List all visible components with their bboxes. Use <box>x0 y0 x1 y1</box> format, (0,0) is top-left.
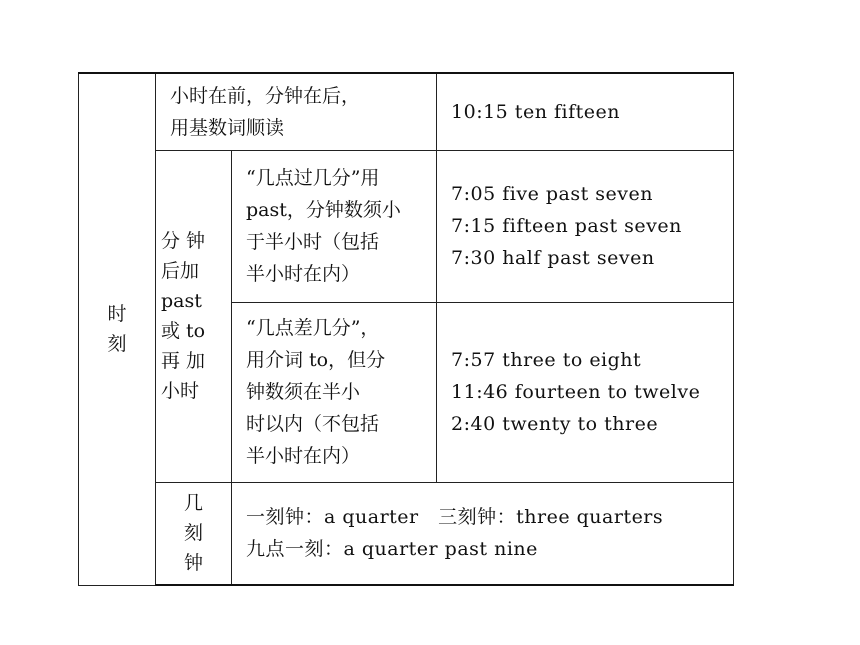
example-line: 7:05 five past seven <box>451 183 653 205</box>
rule-line: 时以内（不包括 <box>246 413 380 435</box>
label-line: past <box>161 290 202 312</box>
past-rule-cell <box>232 150 437 302</box>
time-expression-table <box>78 72 734 586</box>
hour-first-example-cell <box>437 73 734 150</box>
example-line: 7:30 half past seven <box>451 247 655 269</box>
label-line: 再 加 <box>161 350 206 372</box>
category-label: 时刻 <box>107 302 127 355</box>
example-line: 11:46 fourteen to twelve <box>451 381 701 403</box>
label-line: 小时 <box>161 380 200 402</box>
rule-line: “几点过几分”用 <box>246 167 380 189</box>
to-rule-cell <box>232 302 437 482</box>
rule-line: 小时在前，分钟在后， <box>170 84 361 107</box>
label-line: 分 钟 <box>161 230 206 252</box>
rule-line: 用介词 to，但分 <box>246 349 386 371</box>
example-line: 7:57 three to eight <box>451 349 642 371</box>
rule-line: 于半小时（包括 <box>246 231 380 253</box>
example-line: 九点一刻：a quarter past nine <box>246 538 538 561</box>
category-cell <box>79 73 156 585</box>
example-line: 10:15 ten fifteen <box>451 100 620 123</box>
hour-first-rule-cell <box>156 73 437 150</box>
rule-line: 用基数词顺读 <box>170 116 285 139</box>
rule-line: 钟数须在半小 <box>246 381 361 403</box>
rule-line: past，分钟数须小 <box>246 199 401 221</box>
minutes-past-to-label-cell <box>156 150 232 482</box>
example-line: 2:40 twenty to three <box>451 413 659 435</box>
example-line: 一刻钟：a quarter 三刻钟：three quarters <box>246 506 664 529</box>
rule-line: “几点差几分”， <box>246 317 380 339</box>
rule-line: 半小时在内） <box>246 445 361 467</box>
to-example-cell <box>437 302 734 482</box>
label-line: 或 to <box>161 320 206 342</box>
example-line: 7:15 fifteen past seven <box>451 215 682 237</box>
quarter-label-cell <box>156 482 232 585</box>
rule-line: 半小时在内） <box>246 263 361 285</box>
quarter-example-cell <box>232 482 734 585</box>
quarter-label: 几刻钟 <box>183 491 203 574</box>
label-line: 后加 <box>161 260 200 282</box>
past-example-cell <box>437 150 734 302</box>
